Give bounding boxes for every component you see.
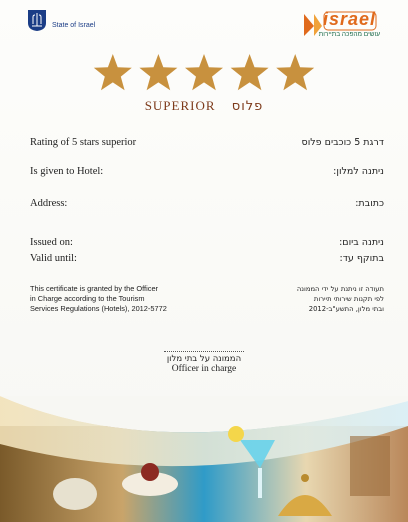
field-address (30, 198, 384, 209)
officer-he: הממונה על בתי מלון (166, 354, 242, 364)
star-icon (139, 54, 177, 90)
field-valid-en: Valid until: (30, 253, 77, 264)
field-valid (30, 253, 384, 264)
field-issued-he: ניתנה ביום: (339, 237, 384, 248)
field-issued-en: Issued on: (30, 237, 73, 248)
state-emblem-icon (26, 8, 48, 32)
hotel-photo-collage (0, 396, 408, 522)
signature-line (164, 351, 244, 352)
star-icon (185, 54, 223, 90)
field-rating-he: דרגת 5 כוכבים פלוס (301, 137, 384, 148)
officer-signature-block (0, 351, 408, 374)
field-rating (30, 137, 384, 148)
field-issued (30, 237, 384, 248)
field-hotel (30, 166, 384, 177)
logo-subtitle: עושים מהפכה בתיירות (318, 31, 380, 38)
officer-en: Officer in charge (171, 364, 237, 374)
footnote-he: תעודה זו ניתנת על ידי הממונה לפי תקנות שירותי תיירות ובתי מלון, התשע"ב-2012 (296, 285, 384, 313)
field-address-en: Address: (30, 198, 68, 209)
field-hotel-he: ניתנה למלון: (333, 166, 384, 177)
grade-he: פלוס (231, 99, 264, 114)
state-header (26, 8, 95, 32)
rating-stars (90, 50, 318, 96)
footnote-en: This certificate is granted by the Officer in Charge according to the Tourism Services Regulations (Hotels), 2012-5772 (30, 284, 167, 313)
grade-line (0, 98, 408, 114)
star-icon (276, 54, 314, 90)
grade-en: SUPERIOR (144, 98, 216, 113)
star-icon (94, 54, 132, 90)
star-icon (231, 54, 269, 90)
field-hotel-en: Is given to Hotel: (30, 166, 104, 177)
state-label: State of Israel (52, 21, 96, 29)
field-rating-en: Rating of 5 stars superior (30, 137, 137, 148)
field-valid-he: בתוקף עד: (339, 253, 384, 264)
field-address-he: כתובת: (355, 198, 384, 209)
logo-wordmark: israel (322, 9, 376, 29)
